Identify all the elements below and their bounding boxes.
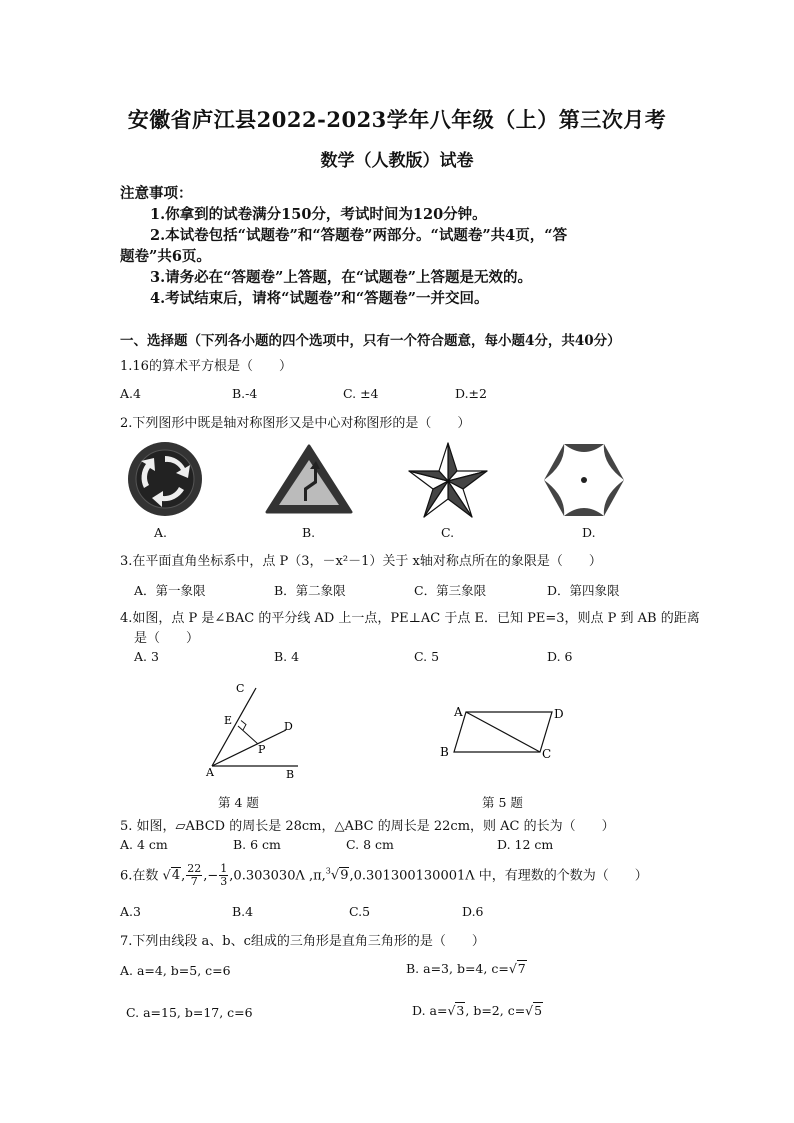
q7-option-b: B. a=3, b=4, c=√7 <box>406 961 526 976</box>
question-7: 7.下列由线段 a、b、c组成的三角形是直角三角形的是（ ） <box>120 934 485 949</box>
q2-option-b: B. <box>302 525 316 540</box>
notice-heading: 注意事项： <box>120 185 193 202</box>
q6-tail: ,0.301300130001Λ 中，有理数的个数为（ ） <box>349 868 648 884</box>
q6-option-b: B.4 <box>232 904 254 919</box>
fig5-label-c: C <box>542 747 552 761</box>
notice-item-3: 3.请务必在“答题卷”上答题，在“试题卷”上答题是无效的。 <box>150 269 532 286</box>
question-3: 3.在平面直角坐标系中，点 P（3，－x²－1）关于 x轴对称点所在的象限是（ ） <box>120 554 602 569</box>
q6-option-c: C.5 <box>349 904 371 919</box>
q6-prefix: 6.在数 <box>120 868 159 884</box>
q6-numbers: ,0.303030Λ ,π, <box>229 868 326 884</box>
fig4-label-a: A <box>206 766 214 779</box>
q4-option-d: D. 6 <box>547 649 573 664</box>
question-6: 6.在数 √4, $\frac{22}{7}$ ,− $\frac{1}{3}$ ,0.303030Λ ,π,$^3$√9,0.301300130001Λ 中，有理数的个数为（ ） <box>120 862 648 889</box>
fig4-label-p: P <box>258 743 266 756</box>
figure-5-parallelogram <box>436 700 576 764</box>
q1-option-b: B.-4 <box>232 386 258 401</box>
question-5: 5. 如图，▱ABCD 的周长是 28cm，△ABC 的周长是 22cm，则 AC 的长为（ ） <box>120 819 615 834</box>
notice-item-2a: 2.本试卷包括“试题卷”和“答题卷”两部分。“试题卷”共4页，“答 <box>150 227 568 244</box>
notice-item-4: 4.考试结束后，请将“试题卷”和“答题卷”一并交回。 <box>150 290 489 307</box>
q2-option-a: A. <box>154 525 168 540</box>
q7-option-c: C. a=15, b=17, c=6 <box>126 1005 253 1020</box>
q3-option-c: C．第三象限 <box>414 583 487 598</box>
section-heading: 一、选择题（下列各小题的四个选项中，只有一个符合题意，每小题4分，共40分） <box>120 333 621 349</box>
warning-sign-icon <box>264 443 354 515</box>
q6-fraction-22-7: $\frac{22}{7}$ <box>187 862 202 889</box>
q6-fraction-1-3: $\frac{1}{3}$ <box>220 862 228 889</box>
q1-option-a: A.4 <box>120 386 141 401</box>
fig5-label-b: B <box>440 745 449 759</box>
page-subtitle: 数学（人教版）试卷 <box>320 151 474 171</box>
q5-option-d: D. 12 cm <box>497 837 554 852</box>
q2-option-c: C. <box>441 525 455 540</box>
q5-option-a: A. 4 cm <box>120 837 168 852</box>
q6-option-a: A.3 <box>120 904 141 919</box>
notice-item-2b: 题卷”共6页。 <box>120 248 211 265</box>
q6-negative-sign: ,− <box>203 868 219 884</box>
q6-sqrt-4: √4 <box>162 868 181 884</box>
page-title: 安徽省庐江县2022-2023学年八年级（上）第三次月考 <box>127 107 667 132</box>
q7-option-d: D. a=√3, b=2, c=√5 <box>412 1003 543 1018</box>
q6-cube-root-9: $^3$√9 <box>325 867 349 884</box>
fig4-label-e: E <box>224 714 233 727</box>
q5-option-b: B. 6 cm <box>233 837 281 852</box>
q7-option-a: A. a=4, b=5, c=6 <box>120 963 231 978</box>
q5-option-c: C. 8 cm <box>346 837 394 852</box>
fig4-label-b: B <box>286 768 295 781</box>
fig5-label-d: D <box>554 707 564 721</box>
q4-option-b: B. 4 <box>274 649 300 664</box>
question-4-line-1: 4.如图，点 P 是∠BAC 的平分线 AD 上一点，PE⊥AC 于点 E．已知 PE=3，则点 P 到 AB 的距离 <box>120 611 700 626</box>
notice-item-1: 1.你拿到的试卷满分150分，考试时间为120分钟。 <box>150 206 487 223</box>
q4-option-a: A. 3 <box>134 649 159 664</box>
q1-option-d: D.±2 <box>455 386 487 401</box>
fig4-label-d: D <box>284 720 293 733</box>
q3-option-b: B．第二象限 <box>274 583 346 598</box>
q4-option-c: C. 5 <box>414 649 440 664</box>
roundabout-sign-icon <box>126 440 204 518</box>
figure-4-caption: 第 4 题 <box>218 795 259 810</box>
hexagon-shape-icon <box>542 442 626 518</box>
q3-option-d: D．第四象限 <box>547 583 620 598</box>
fig5-label-a: A <box>454 705 463 719</box>
fig4-label-c: C <box>236 682 245 695</box>
star-shape-icon <box>407 441 489 519</box>
figure-5-caption: 第 5 题 <box>482 795 523 810</box>
question-4-line-2: 是（ ） <box>134 631 200 646</box>
question-1: 1.16的算术平方根是（ ） <box>120 359 292 374</box>
q3-option-a: A．第一象限 <box>134 583 206 598</box>
question-2: 2.下列图形中既是轴对称图形又是中心对称图形的是（ ） <box>120 416 471 431</box>
q1-option-c: C. ±4 <box>343 386 379 401</box>
figure-4-angle-bisector <box>200 680 310 785</box>
q6-option-d: D.6 <box>462 904 484 919</box>
q2-option-d: D. <box>582 525 596 540</box>
